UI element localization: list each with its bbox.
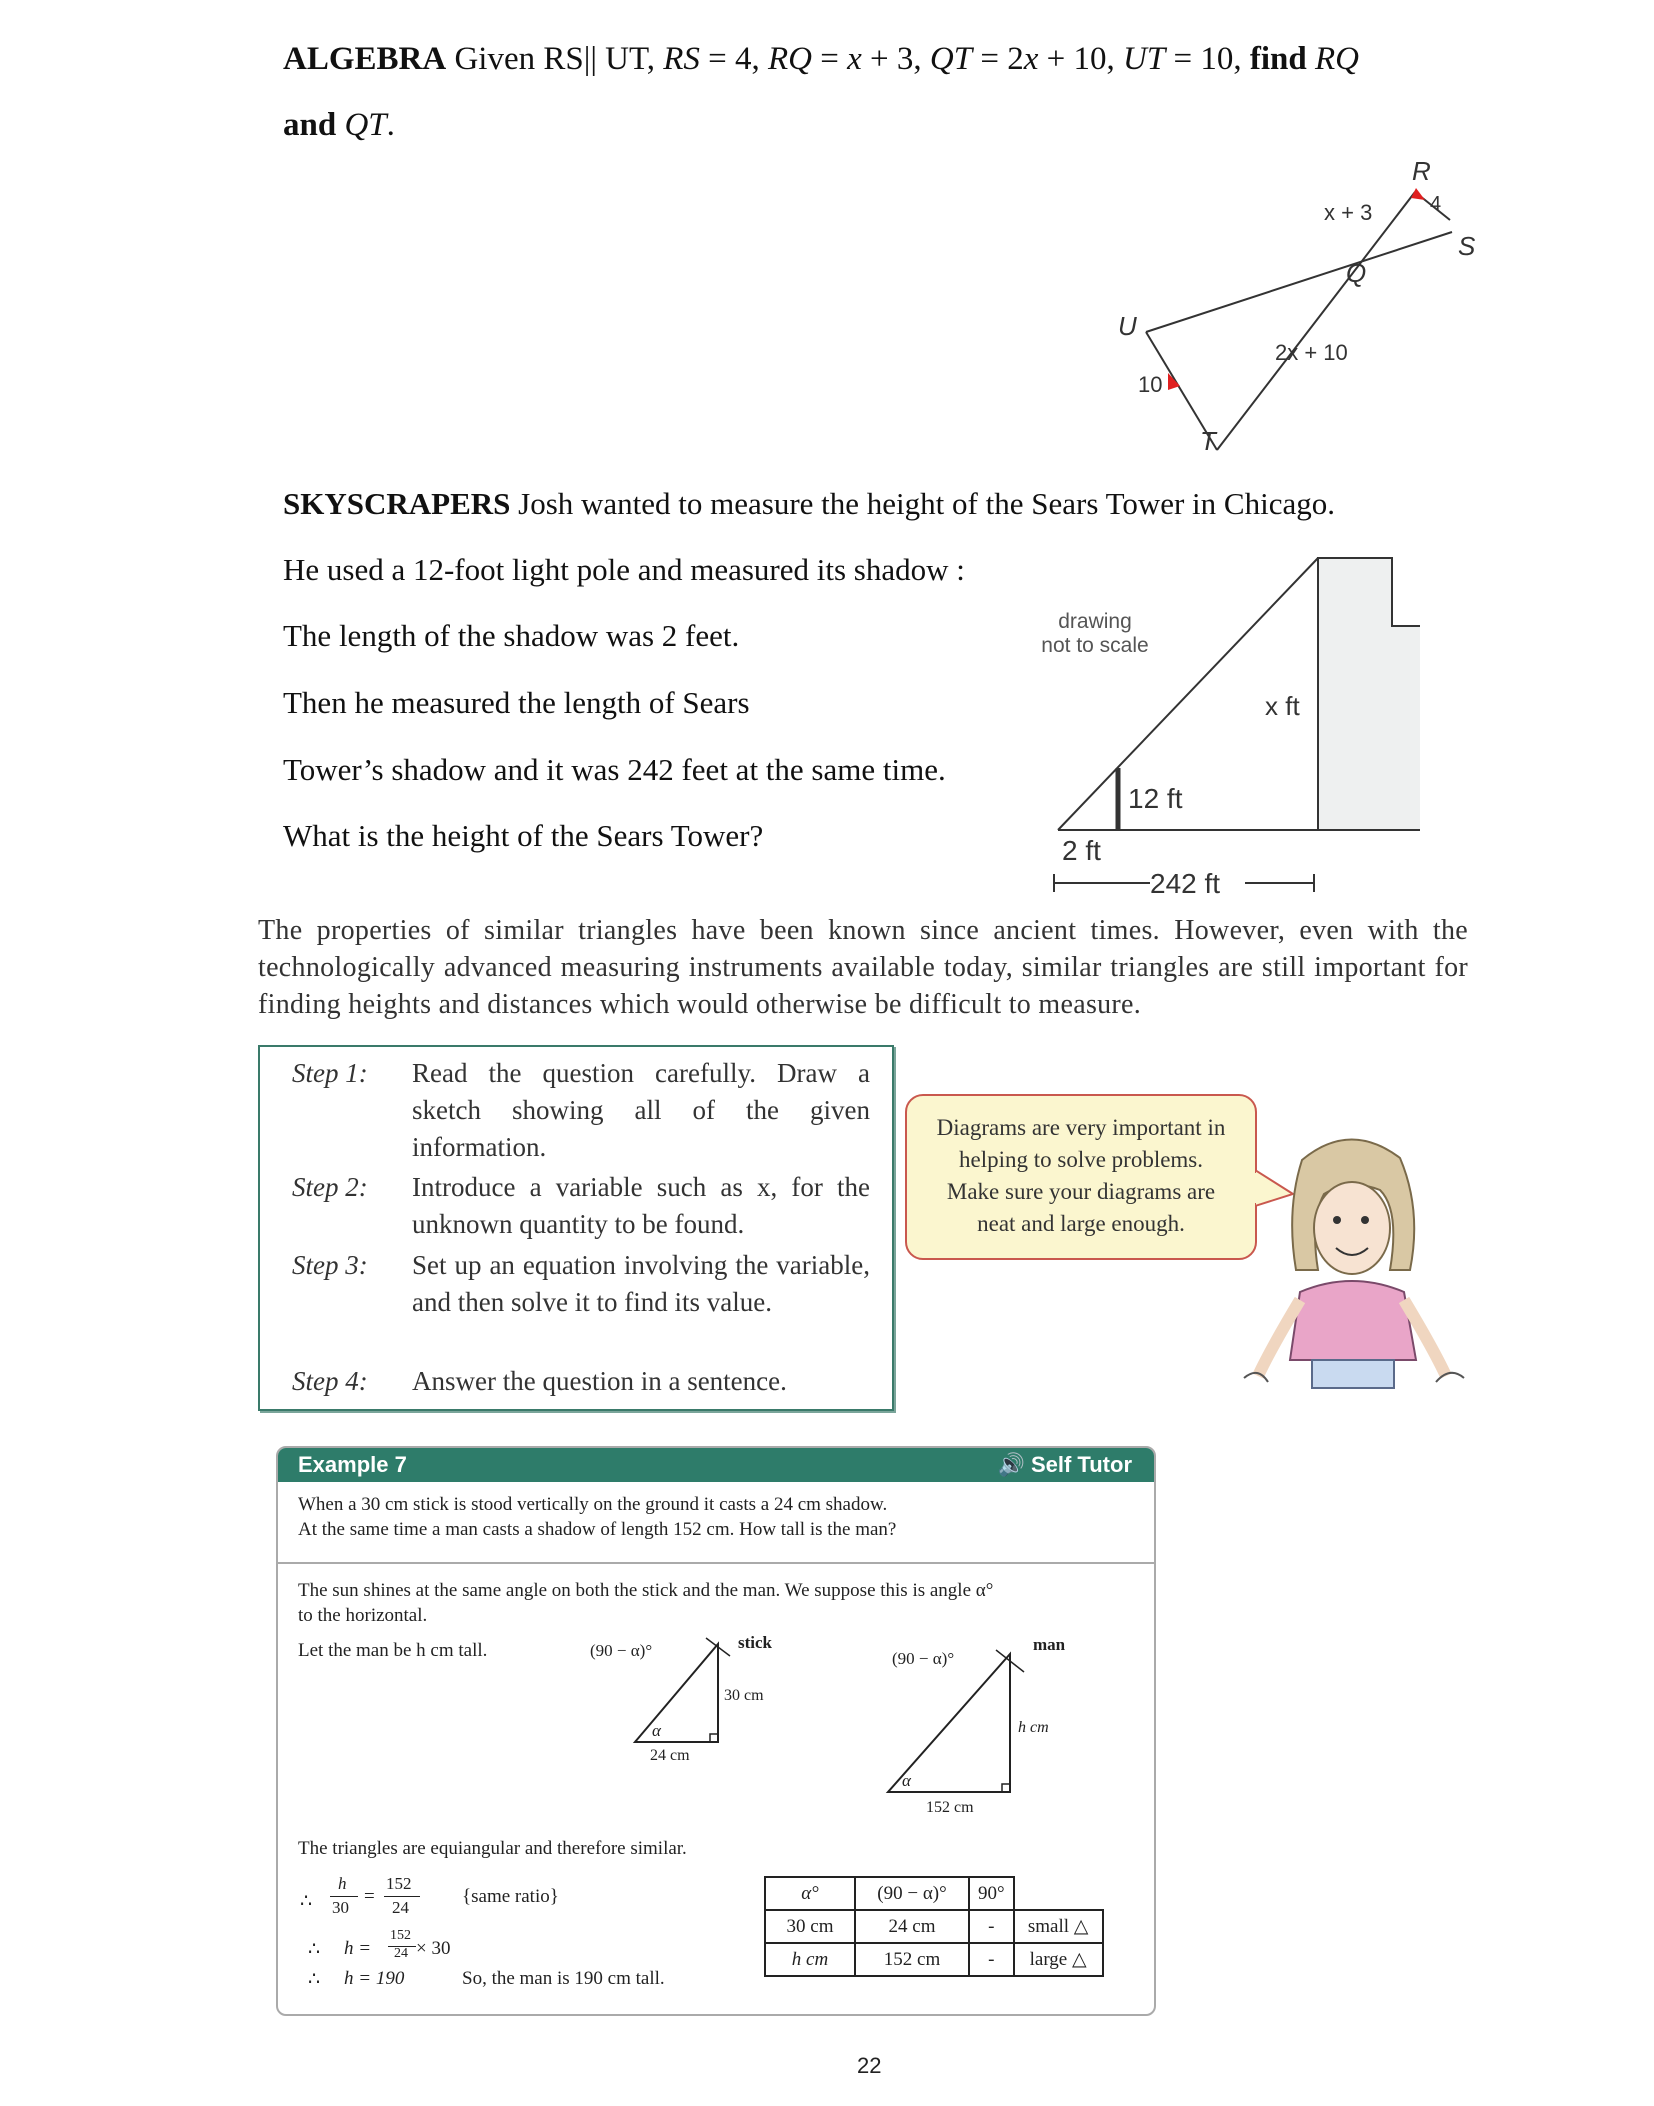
- example-divider: [278, 1562, 1154, 1564]
- label-total-shadow: 242 ft: [1150, 868, 1221, 899]
- step-1-label: Step 1:: [292, 1058, 368, 1088]
- bubble-line4: neat and large enough.: [977, 1211, 1185, 1236]
- label-pole-height: 12 ft: [1128, 783, 1183, 814]
- face-shape: [1314, 1182, 1390, 1274]
- stick-angle-bottom: α: [652, 1721, 661, 1740]
- step-2-label: Step 2:: [292, 1172, 368, 1202]
- skyscraper-diagram: [1040, 550, 1420, 902]
- man-angle-top: (90 − α)°: [892, 1649, 955, 1668]
- table-row: [765, 1943, 1103, 1976]
- skyscrapers-heading: SKYSCRAPERS: [283, 486, 511, 521]
- table-cell: small △: [1014, 1910, 1103, 1943]
- frac2-num: 152: [386, 1874, 412, 1893]
- frac2-den: 24: [392, 1898, 409, 1917]
- table-cell: 152 cm: [855, 1943, 969, 1976]
- left-eye: [1333, 1216, 1341, 1224]
- stick-label: stick: [738, 1633, 772, 1652]
- algebra-line2: and QT.: [283, 107, 395, 143]
- label-tower-height: x ft: [1265, 691, 1300, 721]
- skirt-shape: [1312, 1360, 1394, 1388]
- table-cell: large △: [1014, 1943, 1103, 1976]
- label-qt-length: 2x + 10: [1275, 340, 1348, 365]
- label-rq-length: x + 3: [1324, 200, 1373, 225]
- table-cell: -: [969, 1943, 1014, 1976]
- skyscrapers-line6: What is the height of the Sears Tower?: [283, 818, 764, 853]
- stick-shadow-label: 24 cm: [650, 1747, 690, 1764]
- example-question-line2: At the same time a man casts a shadow of length 152 cm. How tall is the man?: [298, 1519, 897, 1540]
- example-header: [278, 1448, 1154, 1482]
- ratio-table: [764, 1876, 1104, 1977]
- conclusion: So, the man is 190 cm tall.: [462, 1968, 665, 1989]
- stick-triangle: [580, 1620, 800, 1770]
- step-4-label: Step 4:: [292, 1366, 368, 1396]
- table-cell: 90°: [969, 1877, 1014, 1910]
- line-rt: [1217, 192, 1415, 450]
- stick-angle-top: (90 − α)°: [590, 1641, 653, 1660]
- line-su: [1146, 232, 1452, 332]
- solution-line1: The sun shines at the same angle on both the stick and the man. We suppose this is angle α°: [298, 1580, 994, 1601]
- skyscrapers-line3: The length of the shadow was 2 feet.: [283, 618, 740, 653]
- teacher-illustration: [1240, 1120, 1470, 1420]
- note-line2: not to scale: [1041, 634, 1149, 657]
- example-question-line1: When a 30 cm stick is stood vertically on the ground it casts a 24 cm shadow.: [298, 1494, 888, 1515]
- step-3-text: Set up an equation involving the variable, and then solve it to find its value.: [412, 1250, 870, 1317]
- step-4-text: Answer the question in a sentence.: [412, 1366, 787, 1396]
- step-2-text: Introduce a variable such as x, for the unknown quantity to be found.: [412, 1172, 870, 1239]
- frac1-num: h: [338, 1874, 347, 1893]
- man-angle-bottom: α: [902, 1771, 911, 1790]
- angle-marker-r: [1411, 188, 1425, 200]
- frac3-den: 24: [394, 1946, 408, 1961]
- algebra-heading: ALGEBRA: [283, 41, 447, 77]
- table-cell: -: [969, 1910, 1014, 1943]
- man-triangle: [878, 1620, 1088, 1820]
- label-ut-length: 10: [1138, 372, 1163, 397]
- right-eye: [1361, 1216, 1369, 1224]
- table-row: [765, 1877, 1103, 1910]
- skyscrapers-line4: Then he measured the length of Sears: [283, 685, 750, 720]
- note-line1: drawing: [1058, 610, 1132, 633]
- steps-box: [258, 1045, 894, 1411]
- tower-shape: [1318, 558, 1420, 830]
- frac3-num: 152: [390, 1928, 411, 1943]
- skyscrapers-line5: Tower’s shadow and it was 242 feet at the same time.: [283, 752, 946, 787]
- table-cell: (90 − α)°: [855, 1877, 969, 1910]
- frac1-bar: [330, 1896, 358, 1897]
- equation-step2: ∴ h = 152 24 × 30: [308, 1928, 451, 1961]
- frac1-den: 30: [332, 1898, 349, 1917]
- equiangular-statement: The triangles are equiangular and therefore similar.: [298, 1838, 687, 1859]
- label-t: T: [1200, 426, 1216, 456]
- dimension-tick-right: [1313, 874, 1315, 892]
- label-u: U: [1118, 311, 1137, 341]
- label-pole-shadow: 2 ft: [1062, 835, 1101, 866]
- table-row: [765, 1910, 1103, 1943]
- man-shadow-label: 152 cm: [926, 1799, 974, 1816]
- algebra-line1: ALGEBRA Given RS|| UT, RS = 4, RQ = x + 3, QT = 2x + 10, UT = 10, find RQ: [283, 41, 1359, 77]
- step-1-text: Read the question carefully. Draw a sketch showing all of the given information.: [412, 1058, 870, 1162]
- bubble-line1: Diagrams are very important in: [936, 1115, 1226, 1140]
- bubble-line3: Make sure your diagrams are: [946, 1179, 1216, 1204]
- table-cell: h cm: [765, 1943, 855, 1976]
- stick-height-label: 30 cm: [724, 1687, 764, 1704]
- example-title: Example 7: [298, 1452, 407, 1477]
- man-label: man: [1033, 1635, 1066, 1654]
- algebra-triangle-diagram: [1100, 160, 1480, 460]
- equation-step3: ∴ h = 190 So, the man is 190 cm tall.: [308, 1968, 665, 1990]
- solution-line2: to the horizontal.: [298, 1605, 428, 1626]
- shirt-shape: [1290, 1281, 1416, 1360]
- label-q: Q: [1346, 258, 1367, 288]
- same-ratio-note: {same ratio}: [462, 1886, 559, 1907]
- table-cell: α°: [765, 1877, 855, 1910]
- frac2-bar: [384, 1896, 420, 1897]
- table-cell: 24 cm: [855, 1910, 969, 1943]
- speaker-icon: 🔊: [997, 1452, 1025, 1477]
- ratio-equation: ∴ h 30 = 152 24 {same ratio}: [300, 1874, 559, 1917]
- label-s: S: [1458, 231, 1476, 261]
- man-height-label: h cm: [1018, 1719, 1049, 1736]
- speech-bubble: [905, 1094, 1257, 1260]
- solution-line3: Let the man be h cm tall.: [298, 1640, 488, 1661]
- self-tutor-button[interactable]: [997, 1452, 1132, 1478]
- self-tutor-label: Self Tutor: [1030, 1452, 1132, 1477]
- label-r: R: [1412, 160, 1431, 186]
- label-rs-length: 4: [1430, 193, 1442, 215]
- table-cell: 30 cm: [765, 1910, 855, 1943]
- page-number: 22: [857, 2053, 882, 2078]
- bubble-line2: helping to solve problems.: [958, 1147, 1204, 1172]
- intro-paragraph: The properties of similar triangles have been known since ancient times. However, even with the technologically advanced measuring instruments available today, similar triangles are still important for finding heights and distances which would otherwise be difficult to measure.: [258, 915, 1468, 1020]
- skyscrapers-line2: He used a 12-foot light pole and measured its shadow :: [283, 552, 965, 587]
- skyscrapers-line1: SKYSCRAPERS Josh wanted to measure the height of the Sears Tower in Chicago.: [283, 486, 1335, 521]
- step-3-label: Step 3:: [292, 1250, 368, 1280]
